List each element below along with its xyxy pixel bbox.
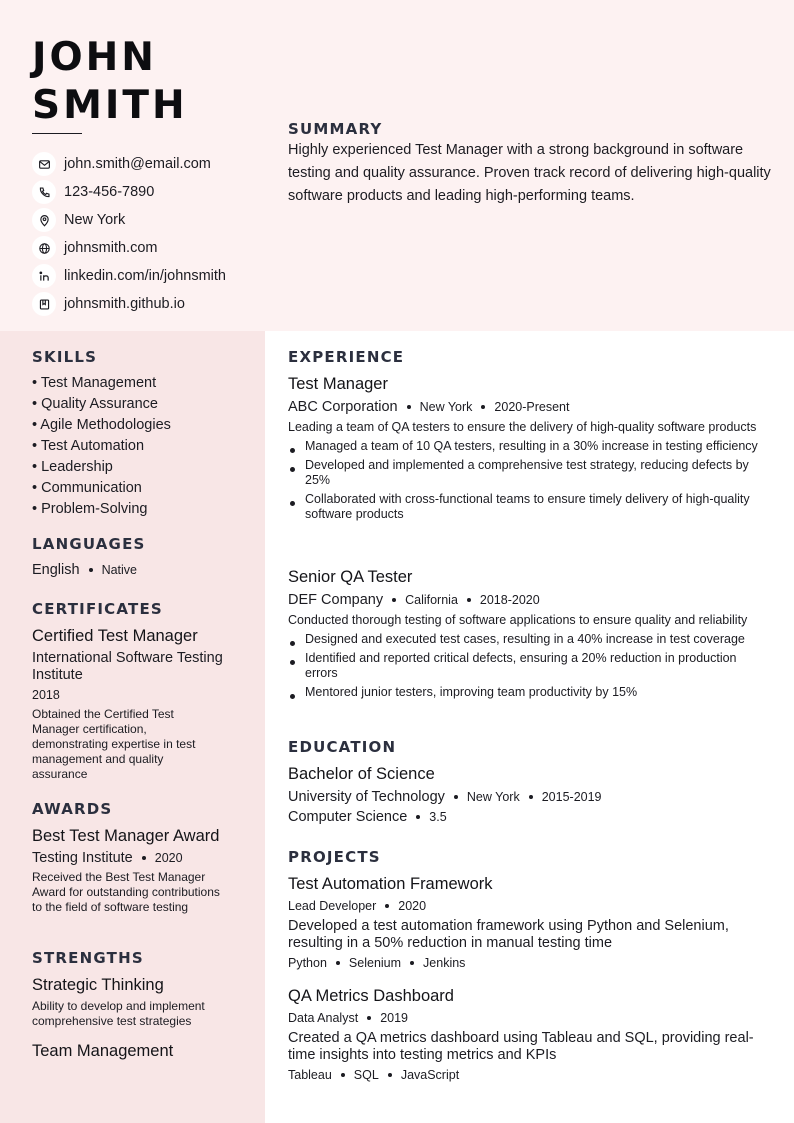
contact-list: [32, 150, 226, 318]
education-heading: EDUCATION: [288, 738, 397, 756]
globe-icon: [32, 236, 56, 260]
project-year: 2020: [398, 899, 427, 913]
project-tech-list: [288, 1068, 772, 1082]
certificate-title: Certified Test Manager: [32, 627, 198, 645]
projects-heading: PROJECTS: [288, 848, 381, 866]
project-title: Test Automation Framework: [288, 875, 493, 893]
experience-entry: [288, 568, 772, 704]
award-title: Best Test Manager Award: [32, 827, 220, 845]
bookmark-icon: [32, 292, 56, 316]
education-dates: 2015-2019: [541, 790, 602, 804]
project-tech: JavaScript: [400, 1068, 460, 1082]
certificate-year: 2018: [32, 688, 60, 702]
separator-dot: [529, 795, 533, 799]
skills-list: [32, 373, 247, 520]
certificate-entry: [32, 627, 247, 782]
skill-item: • Leadership: [32, 459, 113, 475]
job-bullets: [288, 439, 772, 522]
contact-github[interactable]: [32, 290, 226, 318]
project-tech: SQL: [353, 1068, 379, 1082]
job-bullets: [288, 632, 772, 700]
award-issuer: Testing Institute: [32, 850, 133, 866]
job-bullet: Identified and reported critical defects, ensuring a 20% reduction in production errors: [288, 651, 772, 681]
degree-title: Bachelor of Science: [288, 765, 435, 783]
strength-title: Strategic Thinking: [32, 976, 164, 994]
strength-entry: [32, 1042, 247, 1061]
job-bullet: Mentored junior testers, improving team productivity by 15%: [288, 685, 772, 700]
experience-entry: [288, 375, 772, 526]
contact-website[interactable]: [32, 234, 226, 262]
language-level: Native: [101, 563, 137, 577]
job-description: Conducted thorough testing of software applications to ensure quality and reliability: [288, 613, 748, 627]
name-divider: [32, 133, 82, 134]
job-bullet: Designed and executed test cases, resulting in a 40% increase in test coverage: [288, 632, 772, 647]
separator-dot: [454, 795, 458, 799]
job-bullet: Managed a team of 10 QA testers, resulting in a 30% increase in testing efficiency: [288, 439, 772, 454]
education-gpa: 3.5: [429, 810, 447, 824]
skill-item: • Problem-Solving: [32, 501, 148, 517]
contact-email[interactable]: [32, 150, 226, 178]
skill-item: • Quality Assurance: [32, 396, 158, 412]
award-meta: [32, 850, 247, 866]
project-meta: [288, 1011, 772, 1025]
separator-dot: [142, 856, 146, 860]
separator-dot: [385, 904, 389, 908]
education-location: New York: [466, 790, 520, 804]
contact-email-text: john.smith@email.com: [64, 156, 211, 172]
job-location: New York: [419, 400, 473, 414]
language-entry: [32, 562, 247, 578]
project-role: Data Analyst: [288, 1011, 359, 1025]
skill-item: • Test Management: [32, 375, 157, 391]
separator-dot: [407, 405, 411, 409]
strength-entry: [32, 976, 247, 1029]
job-title: Senior QA Tester: [288, 568, 413, 586]
separator-dot: [410, 961, 414, 965]
job-title: Test Manager: [288, 375, 388, 393]
separator-dot: [467, 598, 471, 602]
job-meta: [288, 592, 772, 608]
job-dates: 2018-2020: [479, 593, 540, 607]
job-dates: 2020-Present: [494, 400, 570, 414]
separator-dot: [481, 405, 485, 409]
certificates-heading: CERTIFICATES: [32, 600, 163, 618]
job-company: ABC Corporation: [288, 399, 398, 415]
job-description: Leading a team of QA testers to ensure the delivery of high-quality software products: [288, 420, 757, 434]
job-company: DEF Company: [288, 592, 384, 608]
email-icon: [32, 152, 56, 176]
project-tech: Python: [288, 956, 327, 970]
skill-item: • Test Automation: [32, 438, 145, 454]
separator-dot: [336, 961, 340, 965]
education-meta: [288, 789, 772, 805]
job-bullet: Collaborated with cross-functional teams to ensure timely delivery of high-quality software products: [288, 492, 772, 522]
skill-item: • Agile Methodologies: [32, 417, 171, 433]
languages-heading: LANGUAGES: [32, 535, 146, 553]
award-description: Received the Best Test Manager Award for outstanding contributions to the field of software testing: [32, 870, 220, 914]
contact-phone[interactable]: [32, 178, 226, 206]
project-tech: Selenium: [348, 956, 402, 970]
strength-title: Team Management: [32, 1042, 174, 1060]
language-name: English: [32, 562, 80, 578]
contact-location: [32, 206, 226, 234]
education-entry: [288, 765, 772, 825]
summary-text: Highly experienced Test Manager with a strong background in software testing and quality assurance. Proven track record of delivering high-quality software products and leading high-performing teams.: [288, 142, 771, 204]
awards-heading: AWARDS: [32, 800, 113, 818]
project-role: Lead Developer: [288, 899, 377, 913]
project-year: 2019: [380, 1011, 408, 1025]
separator-dot: [89, 568, 93, 572]
project-entry: [288, 987, 772, 1082]
job-location: California: [405, 593, 458, 607]
project-tech: Tableau: [288, 1068, 332, 1082]
education-school: University of Technology: [288, 789, 445, 805]
contact-website-text: johnsmith.com: [64, 240, 158, 256]
project-description: Developed a test automation framework using Python and Selenium, resulting in a 50% reduction in manual testing time: [288, 918, 729, 951]
job-bullet: Developed and implemented a comprehensive test strategy, reducing defects by 25%: [288, 458, 772, 488]
award-entry: [32, 827, 247, 915]
project-meta: [288, 899, 772, 913]
contact-github-text: johnsmith.github.io: [64, 296, 185, 312]
certificate-issuer: International Software Testing Institute: [32, 650, 223, 683]
skill-item: • Communication: [32, 480, 142, 496]
separator-dot: [388, 1073, 392, 1077]
skills-heading: SKILLS: [32, 348, 98, 366]
project-description: Created a QA metrics dashboard using Tableau and SQL, providing real-time insights into testing metrics and KPIs: [288, 1030, 754, 1063]
contact-location-text: New York: [64, 212, 126, 228]
job-meta: [288, 399, 772, 415]
education-field: Computer Science: [288, 809, 408, 825]
linkedin-icon: [32, 264, 56, 288]
separator-dot: [392, 598, 396, 602]
summary-heading: SUMMARY: [288, 120, 383, 138]
contact-linkedin-text: linkedin.com/in/johnsmith: [64, 268, 226, 284]
contact-linkedin[interactable]: [32, 262, 226, 290]
candidate-name: JOHN SMITH: [32, 35, 188, 128]
separator-dot: [341, 1073, 345, 1077]
experience-heading: EXPERIENCE: [288, 348, 405, 366]
strengths-heading: STRENGTHS: [32, 949, 144, 967]
project-entry: [288, 875, 772, 970]
location-icon: [32, 208, 56, 232]
strength-description: Ability to develop and implement comprehensive test strategies: [32, 999, 205, 1028]
project-tech: Jenkins: [423, 956, 466, 970]
contact-phone-text: 123-456-7890: [64, 184, 155, 200]
separator-dot: [416, 815, 420, 819]
project-tech-list: [288, 956, 772, 970]
certificate-description: Obtained the Certified Test Manager certification, demonstrating expertise in test management and quality assurance: [32, 707, 196, 781]
education-field-meta: [288, 809, 772, 825]
phone-icon: [32, 180, 56, 204]
award-year: 2020: [154, 851, 183, 865]
separator-dot: [367, 1016, 371, 1020]
project-title: QA Metrics Dashboard: [288, 987, 454, 1005]
